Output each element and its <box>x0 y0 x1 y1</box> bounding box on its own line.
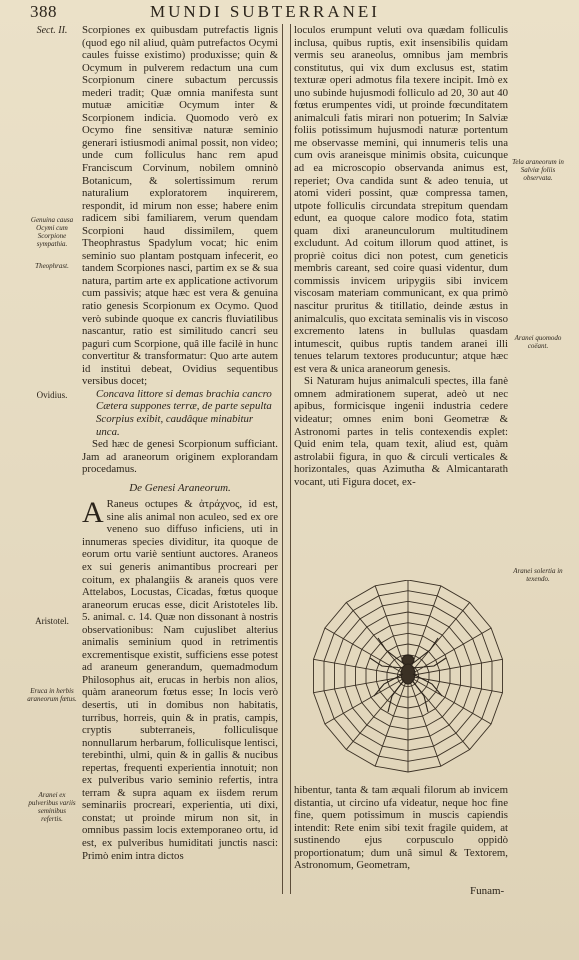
margin-note-theophrast: Theophrast. <box>35 262 69 270</box>
paragraph: Sed hæc de genesi Scorpionum sufficiant. Jam ad araneorum originem explorandam procedamus. <box>82 438 278 476</box>
column-divider <box>282 24 291 894</box>
paragraph: Si Naturam hujus animalculi spectes, illa fanè omnem admirationem superat, adeò ut nec apibus, formicisque ingenii industria cedere videatur; omnes enim boni Geometræ & Astronomi partes in telis contexendis explet: Quid enim tela, quam texit, aliud est, quàm astrolabii figura, in quo & circuli verticales & horizontales, quas Azimutha & Almicantarath vocant, uti Figura docet, ex- <box>294 375 508 488</box>
paragraph: hibentur, tanta & tam æquali filorum ab invicem distantia, ut circino ufa videatur, neque hoc fine fine, quem potissimum in muscis capiendis intendit: Rete enim sibi texit fragile quidem, at sustinendo ejus corpusculo oppidò proportionatum; dum unâ simul & Textorem, Astronomum, Geometram, <box>294 784 508 872</box>
margin-note-sympathia: Genuina causa Ocymi cum Scorpione sympathia. <box>30 216 74 248</box>
right-column-continued <box>294 784 508 872</box>
margin-note-solertia: Aranei solertia in texendo. <box>513 567 563 583</box>
right-column <box>294 24 508 488</box>
drop-capital: A <box>82 496 104 530</box>
spider-web-engraving <box>308 580 513 780</box>
paragraph-text: Raneus octupes & ἀτράχνος, id est, sine alis animal non aculeo, sed ex ore veneno suo diffuso inficiens, uti in innumeras species dividitur, ita quoque de eorum ortu variè sentiunt auctores. Araneos ex sui generis animantibus procreari per coitum, ex phalangiis & araneis quos vere Attelabos, Locustas, Cicadas, fœtus quoque araneorum erucas esse, dicit Aristoteles lib. 5. animal. c. 14. Quæ non dissonant à nostris observationibus: Nam cujuslibet alterius animalis seminium quod in retrimentis excrementisque existit, sufficiens esse potest ad araneum generandum, quemadmodum Philosophus ait, erucas in herbis non alios, quàm araneorum fœtus esse; In locis verò desertis, uti in domibus non habitatis, turribus, horreis, quin & in pratis, campis, cryptis subterraneis, folliculisque nonnullarum herbarum, folliculisque lentisci, terebinthi, ulmi, quin & in gallis & nucibus repertas, frequenti experientia innotuit; non ex pulveribus vario seminio refertis, intra terram & supra aquam ex iisdem rerum seminariis procreari, experientia, uti dixi, constat; ut proinde mirum non sit, in omnibus passim locis extemporaneo ortu, id est, ex pulveribus humiditati junctis nasci: Primò enim intra dictos <box>82 498 278 862</box>
left-column <box>82 24 278 862</box>
margin-note-ovidius: Ovidius. <box>36 390 68 400</box>
catchword: Funam- <box>470 885 505 897</box>
paragraph <box>82 498 278 862</box>
margin-note-coeant: Aranei quomodo coëant. <box>514 334 562 350</box>
verse-line: Concava littore si demas brachia cancro <box>96 387 272 400</box>
section-label: Sect. II. <box>36 25 68 36</box>
page-header <box>0 0 579 24</box>
margin-note-tela: Tela araneorum in Salviæ foliis observata. <box>512 158 564 182</box>
paragraph: Scorpiones ex quibusdam putrefactis lignis (quod ego nil aliud, quàm putrefactos Ocymi caules fuisse existimo) produxisse; quin & Ocymum in pulverem redactum una cum Scorpionum cinere subactum percussis mederi tradit; Quæ omnia manifesta sunt mutuæ amicitiæ Ocymum inter & Scorpionem indicia. Quomodo verò ex Ocymo fine sensitivæ naturæ seminio generari istiusmodi animal possit, non video; unde cum folliculus hanc rem apud Franciscum Corvinum, nobilem omninò Botanicum, & solertissimum rerum naturalium exploratorem inquirerem, respondit, id mirum non esse; habere enim radicem sibi familiarem, verum quendam Scorpioni haud dissimilem, quem Theophrastus Spadylum vocat; hic enim seminio suo plantam postquam infecerit, eo tandem Scorpiones nasci, partim ex se & sua natura, partim arte ex applicatione activorum cum passivis; atque hæc est vera & genuina ratio genesis Scorpionum ex Ocymo. Quod verò subinde quoque ex cancris fluviatilibus nascantur, ratio est similitudo cancri seu paguri cum Scorpione, quâ ille facilè in hunc convertitur & transformatur: Quo arte autem id instituì debeat, Ovidius sequentibus versibus docet; <box>82 24 278 388</box>
paragraph: loculos erumpunt veluti ova quædam folliculis inclusa, quibus ruptis, exit insensibilis quidam vermis seu araneolus, omnibus jam membris constitutus, qui vix dum exclusus est, statim texturæ operi admotus fila texere incipit. Imò ex uno subinde hujusmodi folliculo ad 20, 30 aut 40 fœtus erumpentes vidi, ut proinde fœcunditatem animalculi fatis mirari non potuerim; In Salviæ foliis potissimum hujusmodi naturæ portentum me observasse memini, qui innumeris telis una cum ovis araneisque minimis obsita, cuicunque ad ea microscopio observanda animus est, reperiet; Ova candida sunt & adeo tenuia, ut atomi videri possint, quæ compressa tamen, utpote folliculis circundata strepitum quendam edunt, ea quoque calore modico fota, statim quam dixi araneunculorum multitudinem excludunt. Ad coitum illorum quod attinet, is propriè coitus dici non potest, cum geneticis membris careant, sed coire quasi videntur, dum commissis invicem uripygiis sibi invicem viscosam materiam communicant, ex qua primò nascitur pruritus & titillatio, deinde æstus in animalculis, quo excitata seminalis vis in viscoso excremento latens in bullulas quasdam intumescit, quibus ruptis tandem aranei illi tenues telarum textores producuntur; atque hæc est vera & unica araneorum genesis. <box>294 24 508 375</box>
verse-line: Cætera suppones terræ, de parte sepulta <box>96 400 272 413</box>
verse-line: Scorpius exibit, caudâque minabitur unca. <box>96 412 254 438</box>
page-number: 388 <box>30 2 57 21</box>
running-title: MUNDI SUBTERRANEI <box>150 2 380 21</box>
margin-note-eruca: Eruca in herbis araneorum fœtus. <box>27 687 77 703</box>
section-heading: De Genesi Araneorum. <box>129 481 231 494</box>
margin-note-pulveribus: Aranei ex pulveribus variis seminibus refertis. <box>28 791 76 823</box>
margin-note-aristotel: Aristotel. <box>35 616 69 626</box>
